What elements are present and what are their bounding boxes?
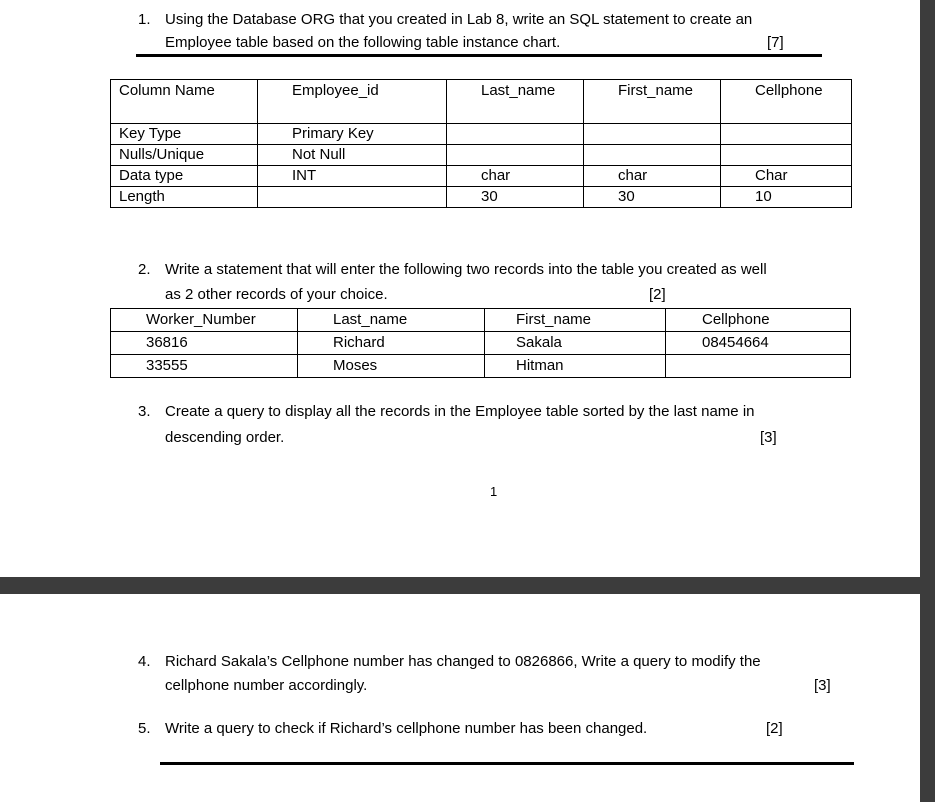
table-cell: First_name	[485, 309, 666, 332]
question-5-line-1: Write a query to check if Richard’s cellphone number has been changed.	[165, 720, 648, 737]
table-cell: char	[584, 166, 721, 187]
question-3-number: 3.	[138, 403, 151, 420]
table-cell: 36816	[111, 332, 298, 355]
table-cell: Nulls/Unique	[111, 145, 258, 166]
table-cell: First_name	[584, 80, 721, 124]
table-cell: Data type	[111, 166, 258, 187]
table-cell: Moses	[298, 355, 485, 378]
question-5-number: 5.	[138, 720, 151, 737]
table-cell: Key Type	[111, 124, 258, 145]
table-cell: Employee_id	[258, 80, 447, 124]
table-cell: 30	[584, 187, 721, 208]
document-page-2	[0, 594, 920, 802]
table-cell: 33555	[111, 355, 298, 378]
table-cell: Length	[111, 187, 258, 208]
page-number: 1	[490, 484, 498, 499]
table-cell: Primary Key	[258, 124, 447, 145]
table-cell: Char	[721, 166, 852, 187]
table-row	[111, 166, 852, 187]
table-cell: Worker_Number	[111, 309, 298, 332]
table-cell	[721, 124, 852, 145]
table-row	[111, 332, 851, 355]
table-cell: Not Null	[258, 145, 447, 166]
question-2-line-1: Write a statement that will enter the following two records into the table you created as well	[165, 261, 767, 278]
table-cell: Cellphone	[721, 80, 852, 124]
question-3-mark: [3]	[760, 429, 777, 446]
divider-rule	[136, 54, 822, 57]
table-cell: Column Name	[111, 80, 258, 124]
question-2-number: 2.	[138, 261, 151, 278]
table-cell: Last_name	[298, 309, 485, 332]
question-2-mark: [2]	[649, 286, 666, 303]
table-cell: Last_name	[447, 80, 584, 124]
table-cell: INT	[258, 166, 447, 187]
table-row	[111, 187, 852, 208]
table-cell: 10	[721, 187, 852, 208]
question-5-mark: [2]	[766, 720, 783, 737]
answer-line	[160, 762, 854, 765]
records-table	[110, 308, 851, 378]
table-cell: Cellphone	[666, 309, 851, 332]
table-cell: 08454664	[666, 332, 851, 355]
question-1-number: 1.	[138, 11, 151, 28]
question-2-line-2: as 2 other records of your choice.	[165, 286, 388, 303]
table-cell	[447, 124, 584, 145]
table-row	[111, 355, 851, 378]
table-cell: Sakala	[485, 332, 666, 355]
table-cell	[584, 124, 721, 145]
table-row	[111, 309, 851, 332]
table-cell: Richard	[298, 332, 485, 355]
table-cell: 30	[447, 187, 584, 208]
question-1-line-2: Employee table based on the following table instance chart.	[165, 34, 561, 51]
question-4-line-1: Richard Sakala’s Cellphone number has changed to 0826866, Write a query to modify the	[165, 653, 761, 670]
table-cell	[666, 355, 851, 378]
table-cell	[721, 145, 852, 166]
table-cell	[258, 187, 447, 208]
question-1-mark: [7]	[767, 34, 784, 51]
table-cell: Hitman	[485, 355, 666, 378]
question-4-mark: [3]	[814, 677, 831, 694]
table-cell: char	[447, 166, 584, 187]
table-cell	[447, 145, 584, 166]
table-row	[111, 124, 852, 145]
question-3-line-1: Create a query to display all the records in the Employee table sorted by the last name in	[165, 403, 755, 420]
table-cell	[584, 145, 721, 166]
question-4-line-2: cellphone number accordingly.	[165, 677, 368, 694]
table-row	[111, 145, 852, 166]
table-row	[111, 80, 852, 124]
question-3-line-2: descending order.	[165, 429, 285, 446]
table-instance-chart	[110, 79, 852, 208]
question-1-line-1: Using the Database ORG that you created in Lab 8, write an SQL statement to create an	[165, 11, 753, 28]
question-4-number: 4.	[138, 653, 151, 670]
